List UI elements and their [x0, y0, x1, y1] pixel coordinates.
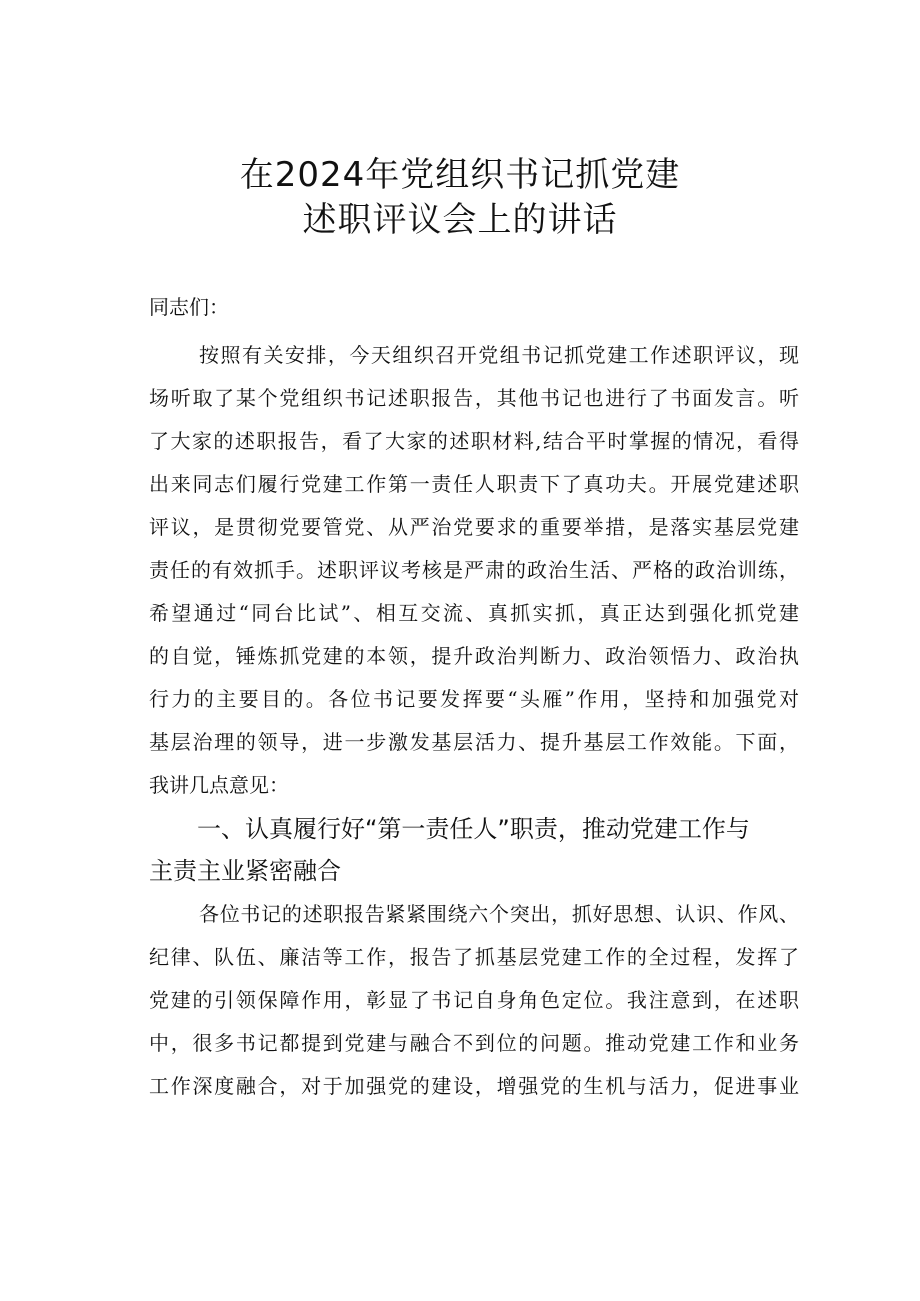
heading-line: 主责主业紧密融合 [149, 857, 341, 885]
salutation: 同志们： [149, 295, 229, 319]
document-title-line-2: 述职评议会上的讲话 [302, 200, 618, 240]
paragraph-line: 基层治理的领导，进一步激发基层活力、提升基层工作效能。下面， [149, 730, 799, 754]
paragraph-line: 按照有关安排，今天组织召开党组书记抓党建工作述职评议，现 [199, 343, 799, 367]
paragraph-1 [149, 334, 799, 807]
document-title-line-1: 在2024年党组织书记抓党建 [239, 155, 681, 195]
paragraph-line: 各位书记的述职报告紧紧围绕六个突出，抓好思想、认识、作风、 [199, 902, 799, 926]
paragraph-line: 的自觉，锤炼抓党建的本领，提升政治判断力、政治领悟力、政治执 [149, 644, 799, 668]
paragraph-line: 纪律、队伍、廉洁等工作，报告了抓基层党建工作的全过程，发挥了 [149, 945, 799, 969]
paragraph-line: 希望通过“同台比试”、相互交流、真抓实抓，真正达到强化抓党建 [149, 601, 799, 625]
heading-line: 一、认真履行好“第一责任人”职责，推动党建工作与 [197, 815, 750, 843]
paragraph-line: 责任的有效抓手。述职评议考核是严肃的政治生活、严格的政治训练， [149, 558, 799, 582]
paragraph-2 [149, 893, 799, 1108]
paragraph-line: 工作深度融合，对于加强党的建设，增强党的生机与活力，促进事业 [149, 1074, 799, 1098]
paragraph-line: 中，很多书记都提到党建与融合不到位的问题。推动党建工作和业务 [149, 1031, 799, 1055]
paragraph-line: 行力的主要目的。各位书记要发挥要“头雁”作用，坚持和加强党对 [149, 687, 799, 711]
paragraph-line: 党建的引领保障作用，彰显了书记自身角色定位。我注意到，在述职 [149, 988, 799, 1012]
paragraph-line: 评议，是贯彻党要管党、从严治党要求的重要举措，是落实基层党建 [149, 515, 799, 539]
paragraph-line: 我讲几点意见： [149, 773, 289, 797]
paragraph-line: 场听取了某个党组织书记述职报告，其他书记也进行了书面发言。听 [149, 386, 799, 410]
paragraph-line: 了大家的述职报告，看了大家的述职材料,结合平时掌握的情况，看得 [149, 429, 799, 453]
paragraph-line: 出来同志们履行党建工作第一责任人职责下了真功夫。开展党建述职 [149, 472, 799, 496]
section-heading-1 [149, 808, 799, 892]
